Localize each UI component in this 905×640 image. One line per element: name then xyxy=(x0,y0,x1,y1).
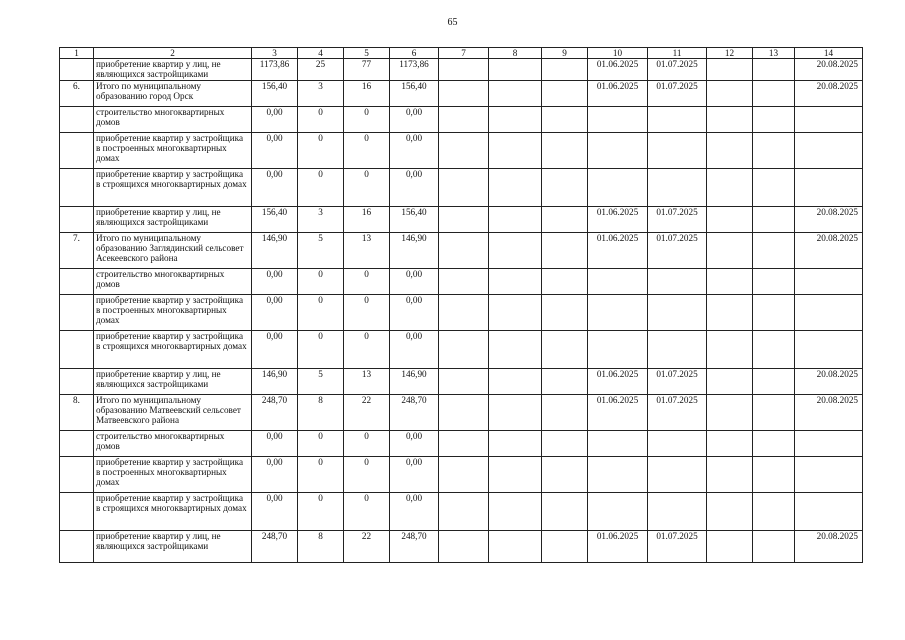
cell-col11 xyxy=(648,133,707,169)
cell-col13 xyxy=(753,269,795,295)
cell-col12 xyxy=(707,207,753,233)
data-table xyxy=(59,47,863,563)
cell-col11 xyxy=(648,169,707,207)
cell-col7 xyxy=(439,331,489,369)
cell-col10: 01.06.2025 xyxy=(588,59,648,81)
col-header: 8 xyxy=(489,48,542,59)
table-row xyxy=(60,395,863,431)
cell-col7 xyxy=(439,457,489,493)
cell-col5: 16 xyxy=(344,81,390,107)
cell-col14 xyxy=(795,133,863,169)
cell-col10 xyxy=(588,269,648,295)
cell-col4: 0 xyxy=(298,295,344,331)
cell-col11 xyxy=(648,331,707,369)
cell-col14: 20.08.2025 xyxy=(795,81,863,107)
cell-col3: 0,00 xyxy=(252,107,298,133)
cell-col14 xyxy=(795,269,863,295)
cell-col9 xyxy=(542,457,588,493)
cell-col13 xyxy=(753,457,795,493)
cell-col10: 01.06.2025 xyxy=(588,233,648,269)
cell-col14: 20.08.2025 xyxy=(795,207,863,233)
cell-col8 xyxy=(489,207,542,233)
cell-col10: 01.06.2025 xyxy=(588,531,648,563)
row-name: строительство многоквартирных домов xyxy=(94,269,252,295)
cell-col11: 01.07.2025 xyxy=(648,395,707,431)
cell-col10 xyxy=(588,133,648,169)
col-header: 1 xyxy=(60,48,94,59)
cell-col13 xyxy=(753,395,795,431)
cell-col12 xyxy=(707,457,753,493)
cell-col9 xyxy=(542,81,588,107)
table-row xyxy=(60,269,863,295)
cell-col3: 1173,86 xyxy=(252,59,298,81)
row-name: приобретение квартир у застройщика в построенных многоквартирных домах xyxy=(94,133,252,169)
cell-col12 xyxy=(707,133,753,169)
cell-col5: 0 xyxy=(344,457,390,493)
cell-col6: 0,00 xyxy=(390,431,439,457)
cell-col14: 20.08.2025 xyxy=(795,395,863,431)
cell-col12 xyxy=(707,369,753,395)
cell-col8 xyxy=(489,233,542,269)
cell-col11 xyxy=(648,269,707,295)
cell-col8 xyxy=(489,295,542,331)
cell-col14 xyxy=(795,107,863,133)
cell-col10 xyxy=(588,431,648,457)
row-name: Итого по муниципальному образованию город Орск xyxy=(94,81,252,107)
cell-col12 xyxy=(707,531,753,563)
cell-col13 xyxy=(753,233,795,269)
cell-col4: 25 xyxy=(298,59,344,81)
cell-col5: 0 xyxy=(344,331,390,369)
cell-col6: 0,00 xyxy=(390,457,439,493)
cell-col13 xyxy=(753,431,795,457)
row-number xyxy=(60,331,94,369)
cell-col8 xyxy=(489,395,542,431)
cell-col3: 0,00 xyxy=(252,331,298,369)
cell-col5: 0 xyxy=(344,269,390,295)
cell-col7 xyxy=(439,431,489,457)
cell-col8 xyxy=(489,59,542,81)
cell-col4: 0 xyxy=(298,431,344,457)
cell-col10: 01.06.2025 xyxy=(588,207,648,233)
row-number xyxy=(60,207,94,233)
cell-col9 xyxy=(542,269,588,295)
table-row xyxy=(60,431,863,457)
row-number xyxy=(60,59,94,81)
table-row xyxy=(60,493,863,531)
cell-col11: 01.07.2025 xyxy=(648,81,707,107)
cell-col5: 22 xyxy=(344,395,390,431)
table-row xyxy=(60,207,863,233)
cell-col11 xyxy=(648,107,707,133)
col-header: 7 xyxy=(439,48,489,59)
cell-col4: 0 xyxy=(298,169,344,207)
row-number: 6. xyxy=(60,81,94,107)
row-number xyxy=(60,431,94,457)
table-row xyxy=(60,295,863,331)
cell-col9 xyxy=(542,59,588,81)
cell-col8 xyxy=(489,457,542,493)
cell-col8 xyxy=(489,169,542,207)
cell-col9 xyxy=(542,133,588,169)
cell-col5: 0 xyxy=(344,169,390,207)
cell-col12 xyxy=(707,107,753,133)
cell-col13 xyxy=(753,331,795,369)
cell-col12 xyxy=(707,269,753,295)
cell-col8 xyxy=(489,81,542,107)
cell-col9 xyxy=(542,295,588,331)
row-name: приобретение квартир у застройщика в строящихся многоквартирных домах xyxy=(94,331,252,369)
cell-col13 xyxy=(753,531,795,563)
cell-col5: 0 xyxy=(344,493,390,531)
col-header: 3 xyxy=(252,48,298,59)
row-number xyxy=(60,133,94,169)
cell-col8 xyxy=(489,331,542,369)
col-header: 13 xyxy=(753,48,795,59)
cell-col4: 3 xyxy=(298,207,344,233)
col-header: 14 xyxy=(795,48,863,59)
cell-col13 xyxy=(753,81,795,107)
cell-col3: 0,00 xyxy=(252,169,298,207)
cell-col6: 146,90 xyxy=(390,369,439,395)
cell-col3: 146,90 xyxy=(252,369,298,395)
row-name: приобретение квартир у лиц, не являющихся застройщиками xyxy=(94,59,252,81)
cell-col3: 0,00 xyxy=(252,133,298,169)
row-name: приобретение квартир у лиц, не являющихся застройщиками xyxy=(94,207,252,233)
row-number xyxy=(60,457,94,493)
cell-col4: 3 xyxy=(298,81,344,107)
row-number xyxy=(60,295,94,331)
cell-col14: 20.08.2025 xyxy=(795,531,863,563)
row-name: приобретение квартир у застройщика в строящихся многоквартирных домах xyxy=(94,493,252,531)
table-row xyxy=(60,369,863,395)
cell-col9 xyxy=(542,233,588,269)
cell-col3: 0,00 xyxy=(252,295,298,331)
table-row xyxy=(60,457,863,493)
cell-col3: 0,00 xyxy=(252,493,298,531)
row-name: приобретение квартир у застройщика в построенных многоквартирных домах xyxy=(94,295,252,331)
cell-col12 xyxy=(707,59,753,81)
cell-col4: 0 xyxy=(298,493,344,531)
cell-col5: 0 xyxy=(344,133,390,169)
cell-col7 xyxy=(439,369,489,395)
cell-col5: 0 xyxy=(344,107,390,133)
cell-col11: 01.07.2025 xyxy=(648,369,707,395)
cell-col9 xyxy=(542,531,588,563)
cell-col14 xyxy=(795,457,863,493)
cell-col7 xyxy=(439,59,489,81)
cell-col6: 0,00 xyxy=(390,269,439,295)
cell-col9 xyxy=(542,107,588,133)
cell-col9 xyxy=(542,395,588,431)
cell-col7 xyxy=(439,207,489,233)
cell-col8 xyxy=(489,431,542,457)
cell-col9 xyxy=(542,493,588,531)
cell-col10 xyxy=(588,493,648,531)
cell-col6: 0,00 xyxy=(390,107,439,133)
row-number xyxy=(60,107,94,133)
table-row xyxy=(60,331,863,369)
page-number: 65 xyxy=(447,17,458,28)
col-header: 5 xyxy=(344,48,390,59)
cell-col6: 248,70 xyxy=(390,395,439,431)
cell-col12 xyxy=(707,493,753,531)
cell-col5: 13 xyxy=(344,233,390,269)
cell-col4: 5 xyxy=(298,369,344,395)
cell-col3: 248,70 xyxy=(252,531,298,563)
cell-col10: 01.06.2025 xyxy=(588,81,648,107)
cell-col10 xyxy=(588,295,648,331)
cell-col13 xyxy=(753,493,795,531)
cell-col11: 01.07.2025 xyxy=(648,207,707,233)
col-header: 11 xyxy=(648,48,707,59)
cell-col4: 8 xyxy=(298,395,344,431)
cell-col7 xyxy=(439,107,489,133)
cell-col12 xyxy=(707,81,753,107)
cell-col7 xyxy=(439,295,489,331)
cell-col10 xyxy=(588,457,648,493)
cell-col12 xyxy=(707,331,753,369)
cell-col13 xyxy=(753,169,795,207)
cell-col6: 0,00 xyxy=(390,133,439,169)
cell-col3: 0,00 xyxy=(252,431,298,457)
row-number: 7. xyxy=(60,233,94,269)
cell-col6: 0,00 xyxy=(390,295,439,331)
cell-col14: 20.08.2025 xyxy=(795,233,863,269)
cell-col13 xyxy=(753,59,795,81)
cell-col3: 0,00 xyxy=(252,457,298,493)
cell-col5: 13 xyxy=(344,369,390,395)
table-body xyxy=(60,59,863,563)
cell-col8 xyxy=(489,369,542,395)
header-row xyxy=(60,48,863,59)
cell-col12 xyxy=(707,233,753,269)
cell-col14: 20.08.2025 xyxy=(795,369,863,395)
cell-col6: 156,40 xyxy=(390,81,439,107)
cell-col3: 0,00 xyxy=(252,269,298,295)
cell-col14 xyxy=(795,493,863,531)
cell-col12 xyxy=(707,431,753,457)
cell-col5: 77 xyxy=(344,59,390,81)
cell-col10 xyxy=(588,331,648,369)
row-number xyxy=(60,493,94,531)
cell-col5: 16 xyxy=(344,207,390,233)
cell-col12 xyxy=(707,169,753,207)
cell-col9 xyxy=(542,169,588,207)
cell-col7 xyxy=(439,531,489,563)
cell-col11 xyxy=(648,295,707,331)
cell-col7 xyxy=(439,133,489,169)
row-number xyxy=(60,369,94,395)
cell-col12 xyxy=(707,395,753,431)
row-number xyxy=(60,531,94,563)
cell-col10: 01.06.2025 xyxy=(588,395,648,431)
cell-col13 xyxy=(753,133,795,169)
cell-col5: 0 xyxy=(344,295,390,331)
col-header: 10 xyxy=(588,48,648,59)
row-name: строительство многоквартирных домов xyxy=(94,107,252,133)
row-name: приобретение квартир у застройщика в строящихся многоквартирных домах xyxy=(94,169,252,207)
cell-col6: 0,00 xyxy=(390,331,439,369)
table-row xyxy=(60,133,863,169)
cell-col11 xyxy=(648,493,707,531)
cell-col6: 0,00 xyxy=(390,493,439,531)
table-row xyxy=(60,169,863,207)
cell-col7 xyxy=(439,81,489,107)
cell-col7 xyxy=(439,233,489,269)
cell-col4: 0 xyxy=(298,107,344,133)
cell-col11: 01.07.2025 xyxy=(648,531,707,563)
col-header: 2 xyxy=(94,48,252,59)
cell-col6: 156,40 xyxy=(390,207,439,233)
cell-col8 xyxy=(489,493,542,531)
cell-col13 xyxy=(753,107,795,133)
row-name: приобретение квартир у застройщика в построенных многоквартирных домах xyxy=(94,457,252,493)
cell-col3: 248,70 xyxy=(252,395,298,431)
cell-col8 xyxy=(489,269,542,295)
row-name: приобретение квартир у лиц, не являющихся застройщиками xyxy=(94,369,252,395)
row-name: строительство многоквартирных домов xyxy=(94,431,252,457)
cell-col6: 1173,86 xyxy=(390,59,439,81)
cell-col14: 20.08.2025 xyxy=(795,59,863,81)
cell-col11 xyxy=(648,457,707,493)
cell-col10 xyxy=(588,107,648,133)
cell-col4: 8 xyxy=(298,531,344,563)
cell-col5: 0 xyxy=(344,431,390,457)
row-number xyxy=(60,169,94,207)
table-row xyxy=(60,59,863,81)
cell-col11: 01.07.2025 xyxy=(648,59,707,81)
cell-col3: 156,40 xyxy=(252,81,298,107)
table-row xyxy=(60,81,863,107)
cell-col6: 146,90 xyxy=(390,233,439,269)
cell-col3: 156,40 xyxy=(252,207,298,233)
cell-col13 xyxy=(753,207,795,233)
cell-col10 xyxy=(588,169,648,207)
cell-col8 xyxy=(489,133,542,169)
col-header: 9 xyxy=(542,48,588,59)
cell-col14 xyxy=(795,331,863,369)
cell-col7 xyxy=(439,169,489,207)
cell-col4: 5 xyxy=(298,233,344,269)
cell-col13 xyxy=(753,369,795,395)
col-header: 4 xyxy=(298,48,344,59)
cell-col11 xyxy=(648,431,707,457)
cell-col4: 0 xyxy=(298,457,344,493)
cell-col8 xyxy=(489,531,542,563)
cell-col9 xyxy=(542,331,588,369)
cell-col8 xyxy=(489,107,542,133)
cell-col9 xyxy=(542,369,588,395)
cell-col7 xyxy=(439,493,489,531)
cell-col14 xyxy=(795,295,863,331)
cell-col9 xyxy=(542,207,588,233)
row-name: приобретение квартир у лиц, не являющихся застройщиками xyxy=(94,531,252,563)
row-name: Итого по муниципальному образованию Матвеевский сельсовет Матвеевского района xyxy=(94,395,252,431)
row-number: 8. xyxy=(60,395,94,431)
cell-col5: 22 xyxy=(344,531,390,563)
cell-col12 xyxy=(707,295,753,331)
cell-col4: 0 xyxy=(298,133,344,169)
cell-col6: 0,00 xyxy=(390,169,439,207)
cell-col7 xyxy=(439,395,489,431)
table-row xyxy=(60,531,863,563)
cell-col13 xyxy=(753,295,795,331)
cell-col3: 146,90 xyxy=(252,233,298,269)
cell-col11: 01.07.2025 xyxy=(648,233,707,269)
col-header: 12 xyxy=(707,48,753,59)
cell-col6: 248,70 xyxy=(390,531,439,563)
col-header: 6 xyxy=(390,48,439,59)
row-name: Итого по муниципальному образованию Заглядинский сельсовет Асекеевского района xyxy=(94,233,252,269)
cell-col9 xyxy=(542,431,588,457)
table-row xyxy=(60,107,863,133)
cell-col14 xyxy=(795,169,863,207)
cell-col7 xyxy=(439,269,489,295)
cell-col14 xyxy=(795,431,863,457)
table-row xyxy=(60,233,863,269)
cell-col10: 01.06.2025 xyxy=(588,369,648,395)
row-number xyxy=(60,269,94,295)
cell-col4: 0 xyxy=(298,331,344,369)
cell-col4: 0 xyxy=(298,269,344,295)
